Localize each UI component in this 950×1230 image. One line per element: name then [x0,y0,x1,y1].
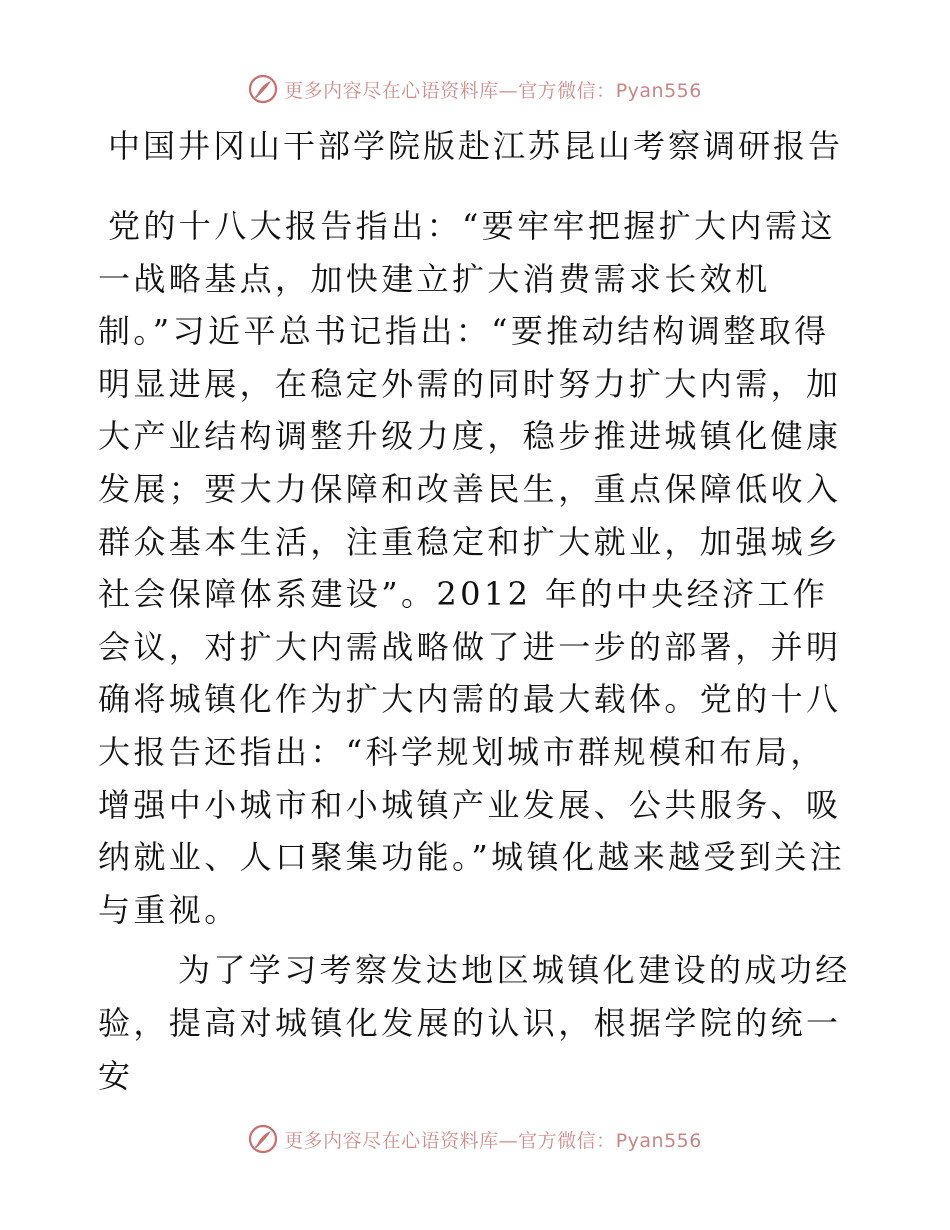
feather-pen-logo-icon [248,1124,278,1154]
footer-watermark [0,1122,950,1156]
document-title: 中国井冈山干部学院版赴江苏昆山考察调研报告 [108,127,844,165]
watermark-contact-label: 官方微信： [518,79,616,102]
watermark-text [284,1126,702,1153]
feather-pen-logo-icon [248,74,278,104]
body-paragraph-2: 为了学习考察发达地区城镇化建设的成功经验，提高对城镇化发展的认识，根据学院的统一安 [98,951,851,1095]
watermark-brand: 更多内容尽在心语资料库 [284,79,499,102]
watermark-separator: — [498,1129,519,1152]
header-watermark [0,72,950,106]
watermark-contact-label: 官方微信： [518,1129,616,1152]
watermark-text [284,76,702,103]
document-body [98,200,858,1102]
body-paragraph-1: 党的十八大报告指出：“要牢牢把握扩大内需这一战略基点，加快建立扩大消费需求长效机制。”习近平总书记指出：“要推动结构调整取得明显进展，在稳定外需的同时努力扩大内需，加大产业结构调整升级力度，稳步推进城镇化健康发展；要大力保障和改善民生，重点保障低收入群众基本生活，注重稳定和扩大就业，加强城乡社会保障体系建设”。2012 年的中央经济工作会议，对扩大内需战略做了进一步的部署，并明确将城镇化作为扩大内需的最大载体。党的十八大报告还指出：“科学规划城市群规模和布局，增强中小城市和小城镇产业发展、公共服务、吸纳就业、人口聚集功能。”城镇化越来越受到关注与重视。 [98,207,846,929]
watermark-contact-id: Pyan556 [615,79,702,102]
watermark-brand: 更多内容尽在心语资料库 [284,1129,499,1152]
watermark-separator: — [498,79,519,102]
watermark-contact-id: Pyan556 [615,1129,702,1152]
